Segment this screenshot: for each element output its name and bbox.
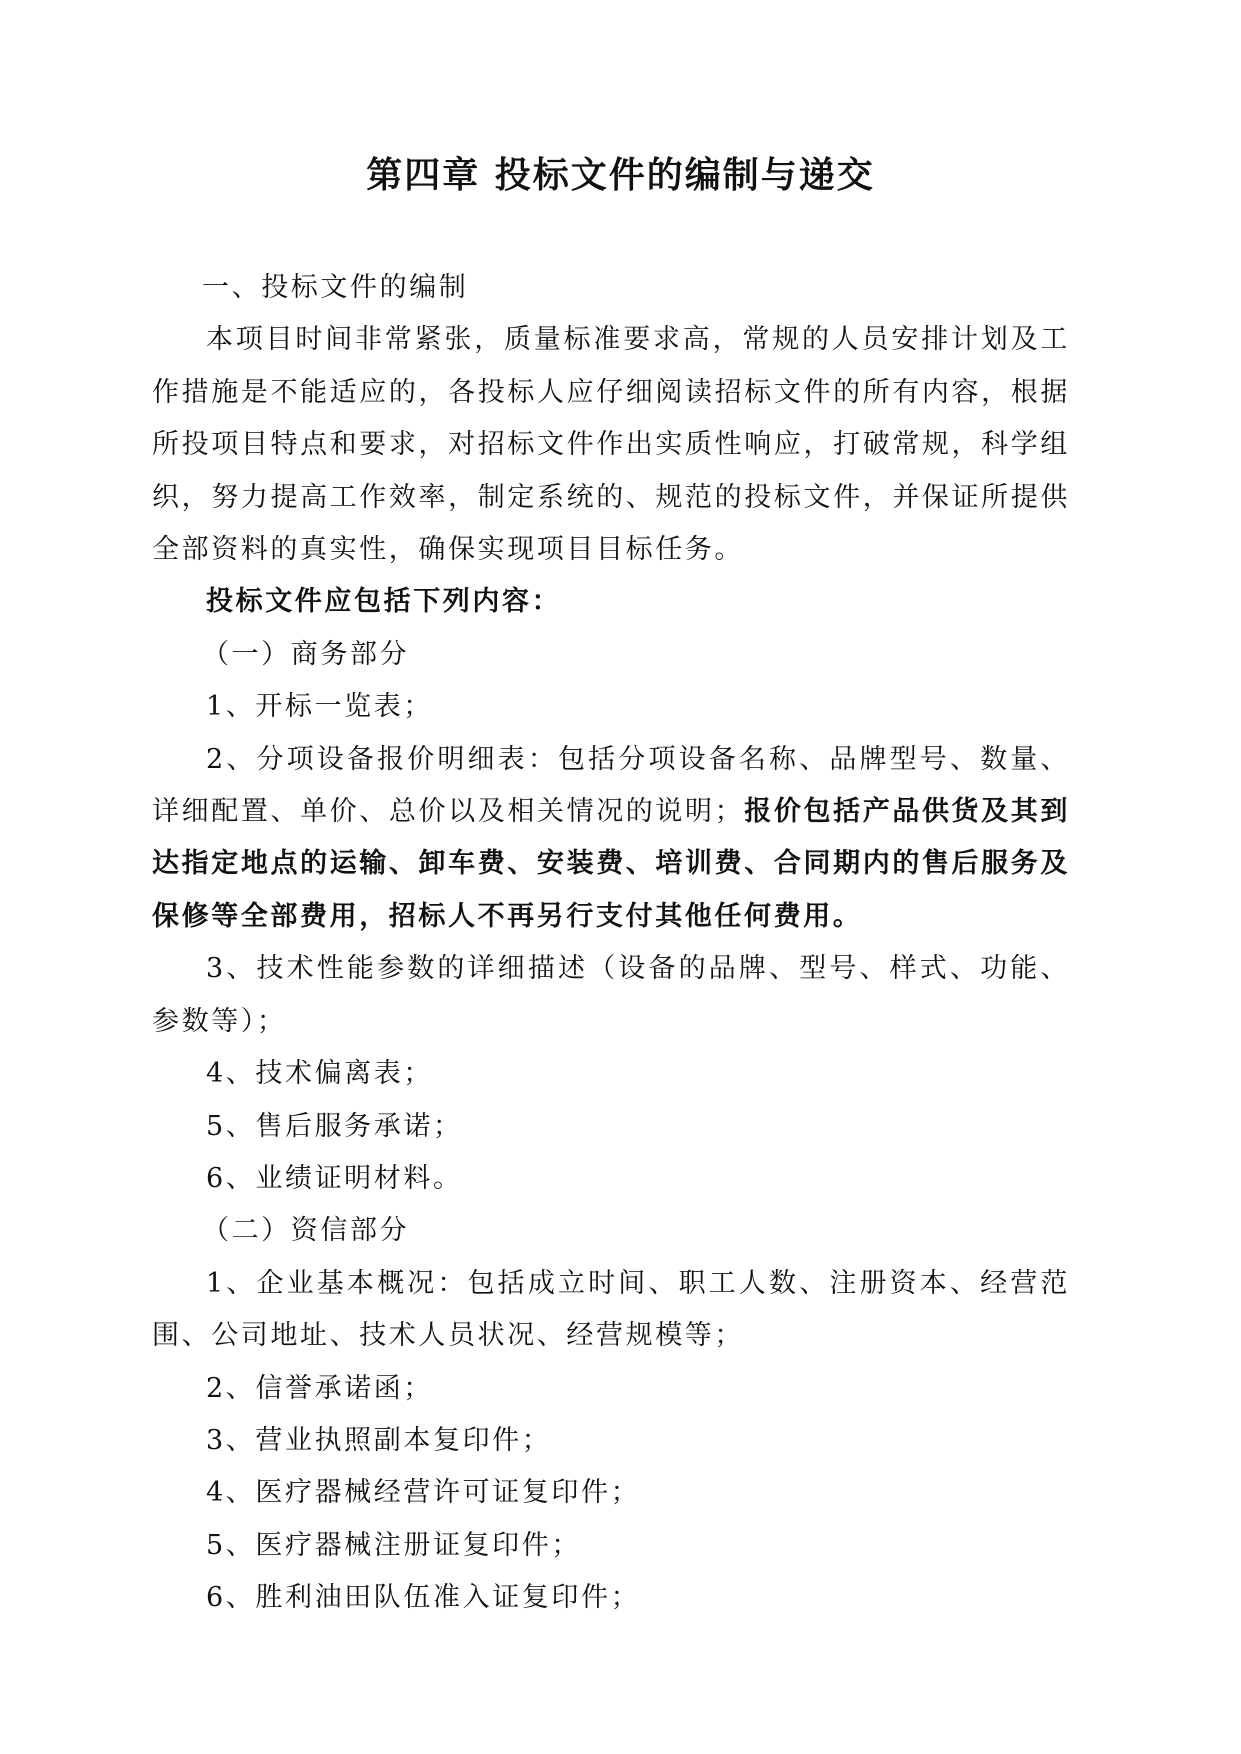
business-part-heading: （一）商务部分 [202, 638, 410, 670]
business-item-2 [152, 734, 1070, 944]
credit-item-5: 5、医疗器械注册证复印件； [206, 1529, 581, 1561]
intro-paragraph: 本项目时间非常紧张，质量标准要求高，常规的人员安排计划及工作措施是不能适应的，各投标人应仔细阅读招标文件的所有内容，根据所投项目特点和要求，对招标文件作出实质性响应，打破常规，科学组织，努力提高工作效率，制定系统的、规范的投标文件，并保证所提供全部资料的真实性，确保实现项目目标任务。 [152, 324, 1070, 566]
business-item-6: 6、业绩证明材料。 [206, 1162, 463, 1194]
credit-item-1: 1、企业基本概况：包括成立时间、职工人数、注册资本、经营范围、公司地址、技术人员状况、经营规模等； [152, 1267, 1070, 1352]
business-item-2-text: 2、分项设备报价明细表：包括分项设备名称、品牌型号、数量、详细配置、单价、总价以及相关情况的说明； [152, 743, 1070, 828]
business-item-3: 3、技术性能参数的详细描述（设备的品牌、型号、样式、功能、参数等）； [152, 953, 1070, 1037]
section-heading: 一、投标文件的编制 [202, 272, 469, 303]
chapter-title: 第四章 投标文件的编制与递交 [366, 154, 875, 196]
business-item-5: 5、售后服务承诺； [206, 1110, 463, 1142]
business-item-2-bold-text: 报价包括产品供货及其到达指定地点的运输、卸车费、安装费、培训费、合同期内的售后服务及保修等全部费用，招标人不再另行支付其他任何费用。 [152, 796, 1070, 932]
credit-item-3: 3、营业执照副本复印件； [206, 1424, 552, 1456]
credit-item-6: 6、胜利油田队伍准入证复印件； [206, 1582, 641, 1614]
business-item-1: 1、开标一览表； [206, 691, 433, 723]
contents-heading: 投标文件应包括下列内容： [206, 586, 562, 618]
document-body [152, 262, 1070, 1625]
credit-item-2: 2、信誉承诺函； [206, 1372, 433, 1404]
business-item-4: 4、技术偏离表； [206, 1058, 433, 1090]
credit-part-heading: （二）资信部分 [202, 1215, 410, 1247]
credit-item-4: 4、医疗器械经营许可证复印件； [206, 1477, 641, 1509]
